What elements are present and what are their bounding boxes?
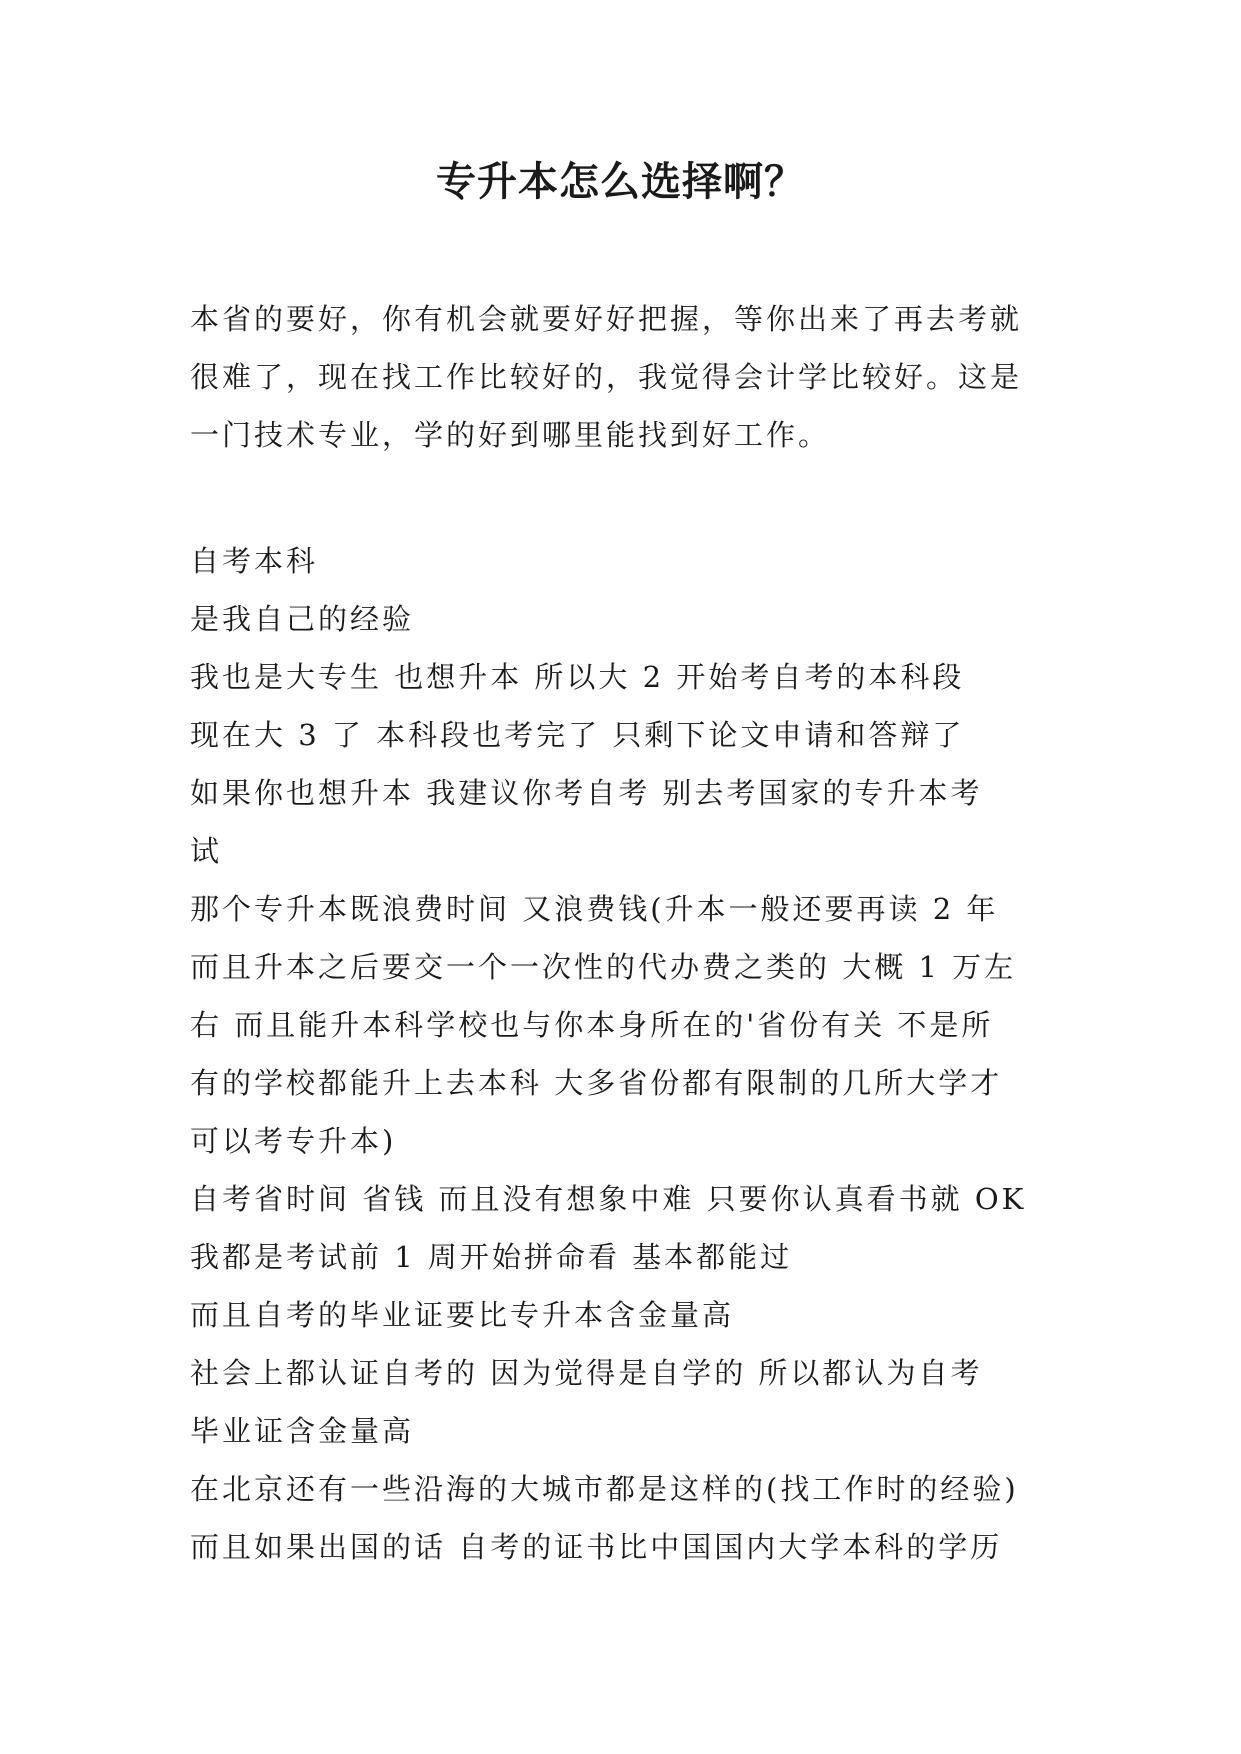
text-line: 如果你也想升本 我建议你考自考 别去考国家的专升本考 bbox=[190, 776, 983, 810]
document-title: 专升本怎么选择啊？ bbox=[436, 158, 805, 205]
text-line: 可以考专升本) bbox=[190, 1124, 397, 1158]
paragraph-1 bbox=[190, 290, 1050, 464]
text-line: 现在大 3 了 本科段也考完了 只剩下论文申请和答辩了 bbox=[190, 718, 965, 752]
text-line: 自考省时间 省钱 而且没有想象中难 只要你认真看书就 OK bbox=[190, 1182, 1027, 1216]
text-line: 毕业证含金量高 bbox=[190, 1414, 415, 1448]
text-line: 一门技术专业，学的好到哪里能找到好工作。 bbox=[190, 418, 831, 452]
text-line: 自考本科 bbox=[190, 544, 319, 578]
text-line: 有的学校都能升上去本科 大多省份都有限制的几所大学才 bbox=[190, 1066, 1003, 1100]
document-body bbox=[190, 290, 1050, 1576]
text-line: 试 bbox=[190, 834, 223, 868]
text-line: 社会上都认证自考的 因为觉得是自学的 所以都认为自考 bbox=[190, 1356, 983, 1390]
text-line: 而且升本之后要交一个一次性的代办费之类的 大概 1 万左 bbox=[190, 950, 1017, 984]
paragraph-spacer bbox=[190, 464, 1050, 532]
text-line: 我也是大专生 也想升本 所以大 2 开始考自考的本科段 bbox=[190, 660, 965, 694]
paragraph-2 bbox=[190, 532, 1050, 1576]
text-line: 是我自己的经验 bbox=[190, 602, 415, 636]
text-line: 那个专升本既浪费时间 又浪费钱(升本一般还要再读 2 年 bbox=[190, 892, 999, 926]
text-line: 在北京还有一些沿海的大城市都是这样的(找工作时的经验) bbox=[190, 1472, 1019, 1506]
text-line: 而且如果出国的话 自考的证书比中国国内大学本科的学历 bbox=[190, 1530, 1003, 1564]
text-line: 我都是考试前 1 周开始拼命看 基本都能过 bbox=[190, 1240, 793, 1274]
text-line: 右 而且能升本科学校也与你本身所在的'省份有关 不是所 bbox=[190, 1008, 994, 1042]
text-line: 而且自考的毕业证要比专升本含金量高 bbox=[190, 1298, 735, 1332]
text-line: 很难了，现在找工作比较好的，我觉得会计学比较好。这是 bbox=[190, 360, 1023, 394]
text-line: 本省的要好，你有机会就要好好把握，等你出来了再去考就 bbox=[190, 302, 1023, 336]
